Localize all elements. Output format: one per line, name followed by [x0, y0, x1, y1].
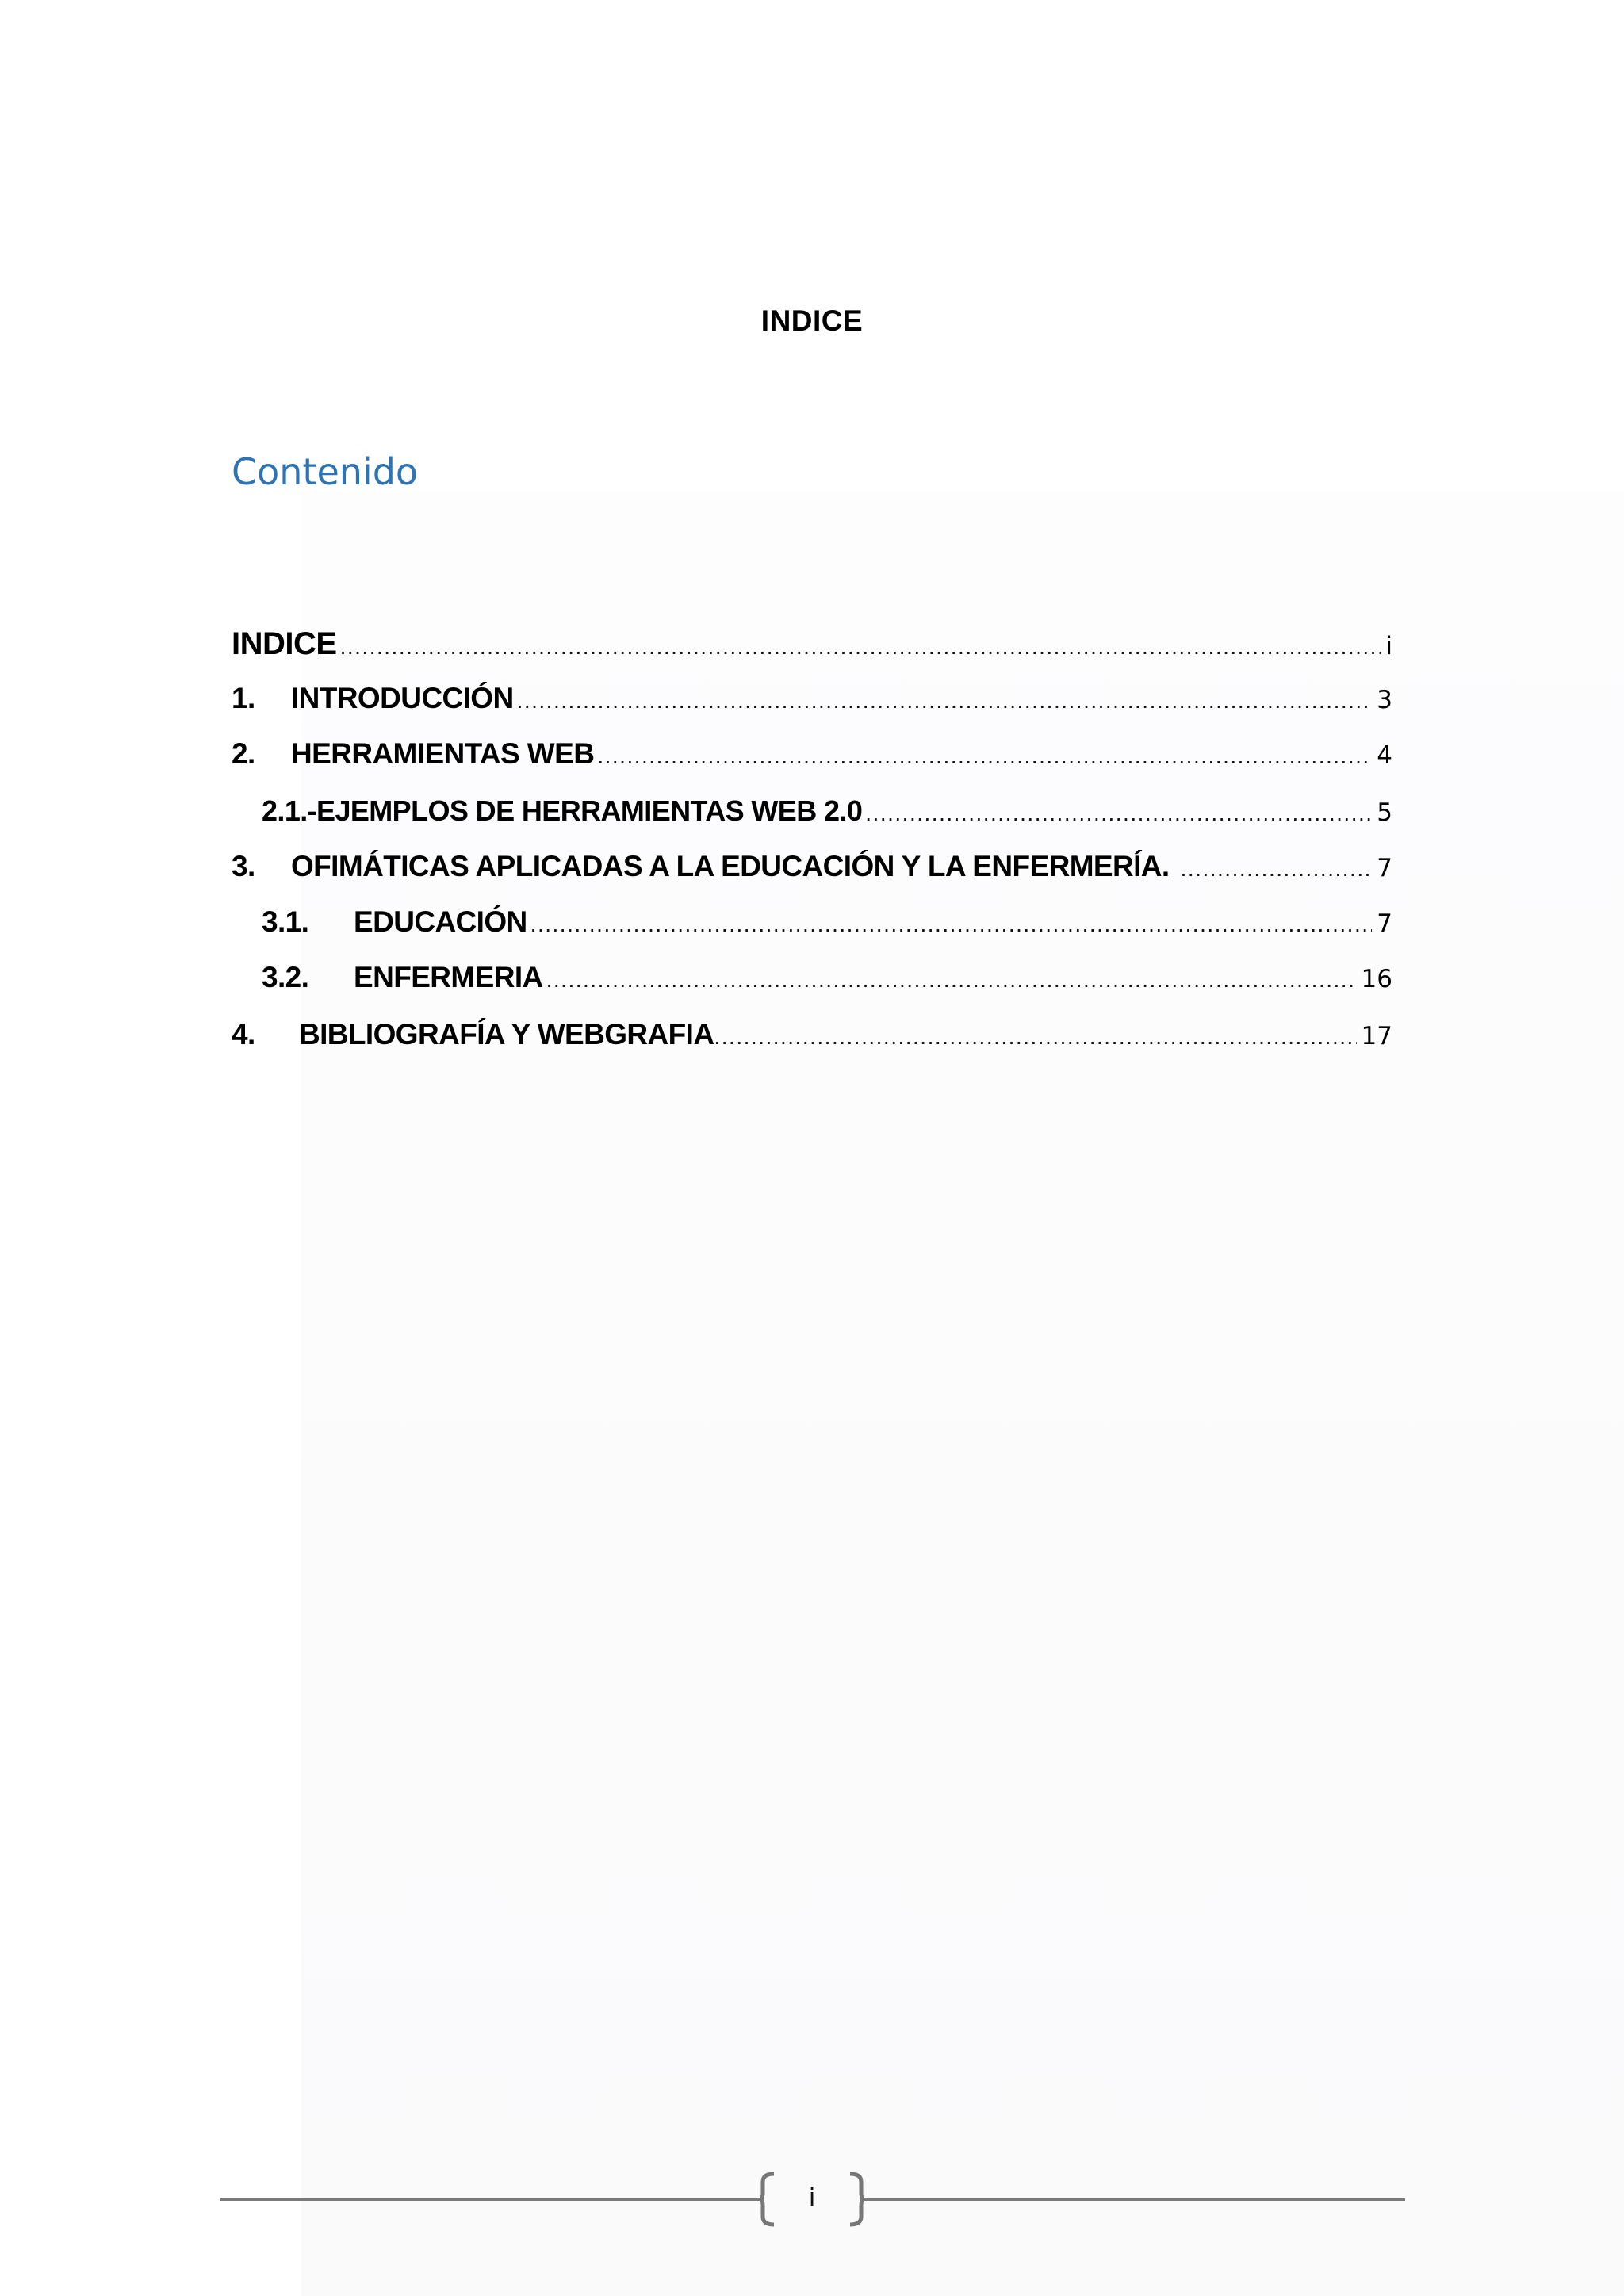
dot-leader [714, 1024, 1356, 1050]
toc-entry-label: EDUCACIÓN [354, 905, 527, 938]
toc-entry-ofimaticas[interactable] [232, 850, 1392, 890]
toc-entry-bibliografia[interactable] [232, 1018, 1392, 1058]
toc-entry-page: i [1385, 632, 1392, 660]
dot-leader [530, 912, 1373, 937]
toc-entry-label: BIBLIOGRAFÍA Y WEBGRAFIA [299, 1018, 714, 1050]
toc-entry-number: 3. [232, 850, 255, 882]
toc-entry-label: INDICE [232, 626, 337, 661]
footer-rule-right [864, 2198, 1405, 2201]
toc-entry-enfermeria[interactable] [262, 961, 1392, 1001]
footer-page-number [760, 2169, 864, 2229]
toc-entry-page: 3 [1377, 686, 1392, 714]
toc-entry-page: 7 [1377, 909, 1392, 938]
dot-leader [597, 744, 1372, 769]
footer-rule-left [220, 2198, 760, 2201]
toc-entry-herramientas-web[interactable] [232, 737, 1392, 777]
toc-entry-page: 4 [1377, 741, 1392, 770]
toc-entry-page: 17 [1361, 1022, 1392, 1050]
dot-leader [1181, 856, 1373, 882]
dot-leader [340, 634, 1381, 660]
toc-entry-label: INTRODUCCIÓN [291, 682, 514, 714]
dot-leader [546, 967, 1357, 993]
toc-entry-number: 1. [232, 682, 255, 714]
toc-entry-label: 2.1.-EJEMPLOS DE HERRAMIENTAS WEB 2.0 [262, 794, 863, 827]
toc-entry-number: 3.1. [262, 905, 309, 938]
toc-entry-page: 5 [1377, 798, 1392, 827]
toc-entry-educacion[interactable] [262, 905, 1392, 945]
toc-entry-number: 4. [232, 1018, 255, 1050]
toc-entry-label: OFIMÁTICAS APLICADAS A LA EDUCACIÓN Y LA ENFERMERÍA. [291, 850, 1170, 882]
toc-entry-number: 3.2. [262, 961, 309, 993]
footer-page-number-text: i [808, 2183, 816, 2212]
toc-entry-page: 7 [1377, 854, 1392, 882]
toc-heading: Contenido [232, 450, 419, 493]
dot-leader [517, 688, 1373, 714]
document-title: INDICE [760, 304, 864, 337]
toc-entry-introduccion[interactable] [232, 682, 1392, 721]
toc-entry-ejemplos-herramientas[interactable] [262, 794, 1392, 834]
toc-entry-label: ENFERMERIA [354, 961, 543, 993]
dot-leader [865, 801, 1372, 826]
toc-entry-number: 2. [232, 737, 255, 770]
toc-entry-label: HERRAMIENTAS WEB [291, 737, 595, 770]
toc-entry-page: 16 [1361, 965, 1392, 993]
toc-entry-indice[interactable] [232, 626, 1392, 666]
